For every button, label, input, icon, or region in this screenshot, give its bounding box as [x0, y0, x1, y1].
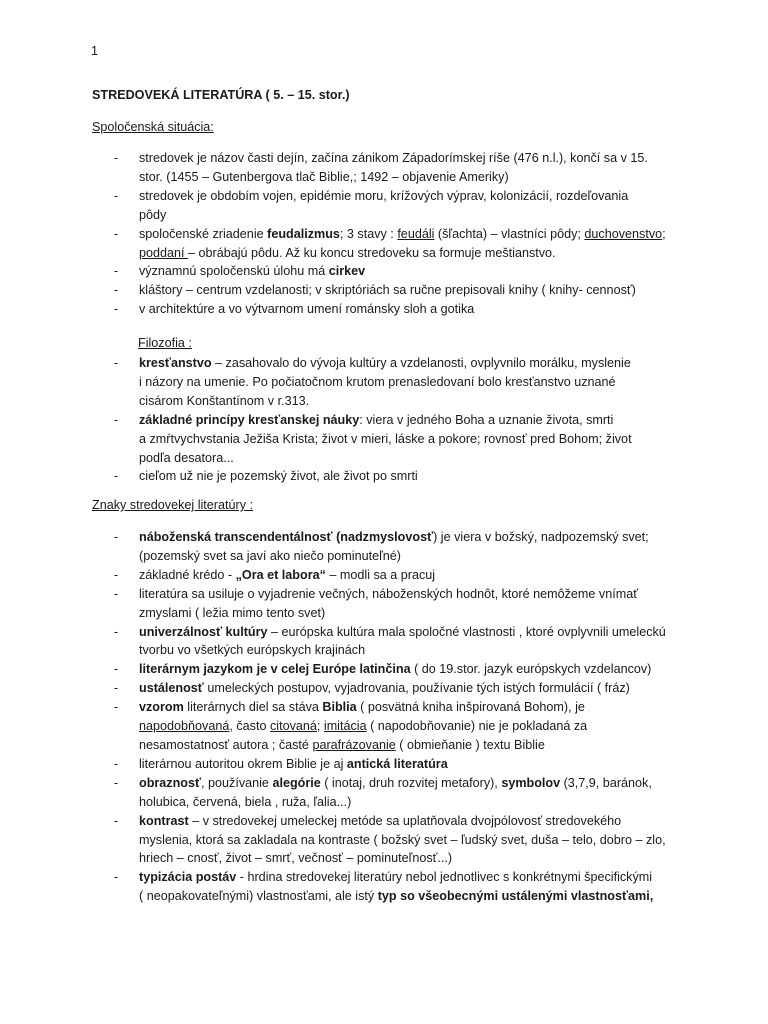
list-item: - významnú spoločenskú úlohu má cirkev: [92, 262, 692, 281]
list-item: - typizácia postáv - hrdina stredovekej literatúry nebol jednotlivec s konkrétnymi špecifickými ( neopakovateľnými) vlastnosťami, ale istý typ so všeobecnými ustálenými vlastnosťami,: [92, 868, 692, 906]
list-item: - ustálenosť umeleckých postupov, vyjadrovania, používanie tých istých formulácií ( fráz): [92, 679, 692, 698]
list-item: - obraznosť, používanie alegórie ( inotaj, druh rozvitej metafory), symbolov (3,7,9, baránok, holubica, červená, biela , ruža, ľalia...): [92, 774, 692, 812]
literature-features-list: [92, 528, 692, 906]
list-item: - v architektúre a vo výtvarnom umení románsky sloh a gotika: [92, 300, 692, 319]
section-heading-literature-features: Znaky stredovekej literatúry :: [92, 498, 253, 512]
document-title: STREDOVEKÁ LITERATÚRA ( 5. – 15. stor.): [92, 88, 350, 102]
list-item: - kláštory – centrum vzdelanosti; v skriptóriách sa ručne prepisovali knihy ( knihy- cennosť): [92, 281, 692, 300]
list-item: - stredovek je názov časti dejín, začína zánikom Západorímskej ríše (476 n.l.), končí sa v 15. stor. (1455 – Gutenbergova tlač Biblie,; 1492 – objavenie Ameriky): [92, 149, 692, 187]
list-item: - literatúra sa usiluje o vyjadrenie večných, náboženských hodnôt, ktoré nemôžeme vnímať zmyslami ( ležia mimo tento svet): [92, 585, 692, 623]
list-item: - spoločenské zriadenie feudalizmus; 3 stavy : feudáli (šľachta) – vlastníci pôdy; duchovenstvo; poddaní – obrábajú pôdu. Až ku koncu stredoveku sa formuje meštianstvo.: [92, 225, 692, 263]
social-situation-list: [92, 149, 692, 319]
list-item: - vzorom literárnych diel sa stáva Biblia ( posvätná kniha inšpirovaná Bohom), je napodobňovaná, často citovaná; imitácia ( napodobňovanie) nie je pokladaná za nesamostatnosť autora ; časté parafrázovanie ( obmieňanie ) textu Biblie: [92, 698, 692, 755]
section-heading-philosophy: Filozofia :: [138, 336, 192, 350]
section-heading-social: Spoločenská situácia:: [92, 120, 214, 134]
list-item: - literárnym jazykom je v celej Európe latinčina ( do 19.stor. jazyk európskych vzdelancov): [92, 660, 692, 679]
list-item: - stredovek je obdobím vojen, epidémie moru, krížových výprav, kolonizácií, rozdeľovania pôdy: [92, 187, 692, 225]
list-item: - náboženská transcendentálnosť (nadzmyslovosť) je viera v božský, nadpozemský svet; (pozemský svet sa javí ako niečo pominuteľné): [92, 528, 692, 566]
page-number: 1: [91, 44, 99, 58]
list-item: - univerzálnosť kultúry – európska kultúra mala spoločné vlastnosti , ktoré ovplyvnili umeleckú tvorbu vo všetkých európskych krajinách: [92, 623, 692, 661]
list-item: - literárnou autoritou okrem Biblie je aj antická literatúra: [92, 755, 692, 774]
list-item: - základné princípy kresťanskej náuky: viera v jedného Boha a uznanie života, smrti a zmŕtvychvstania Ježiša Krista; život v mieri, láske a pokore; rovnosť pred Bohom; život podľa desatora...: [92, 411, 692, 468]
list-item: - kresťanstvo – zasahovalo do vývoja kultúry a vzdelanosti, ovplyvnilo morálku, myslenie i názory na umenie. Po počiatočnom krutom prenasledovaní bolo kresťanstvo uznané cisárom Konštantínom v r.313.: [92, 354, 692, 411]
list-item: - kontrast – v stredovekej umeleckej metóde sa uplatňovala dvojpólovosť stredovekého myslenia, ktorá sa zakladala na kontraste ( božský svet – ľudský svet, duša – telo, dobro – zlo, hriech – cnosť, život – smrť, večnosť – pominuteľnosť...): [92, 812, 692, 869]
list-item: - cieľom už nie je pozemský život, ale život po smrti: [92, 467, 692, 486]
philosophy-list: [92, 354, 692, 486]
list-item: - základné krédo - „Ora et labora“ – modli sa a pracuj: [92, 566, 692, 585]
